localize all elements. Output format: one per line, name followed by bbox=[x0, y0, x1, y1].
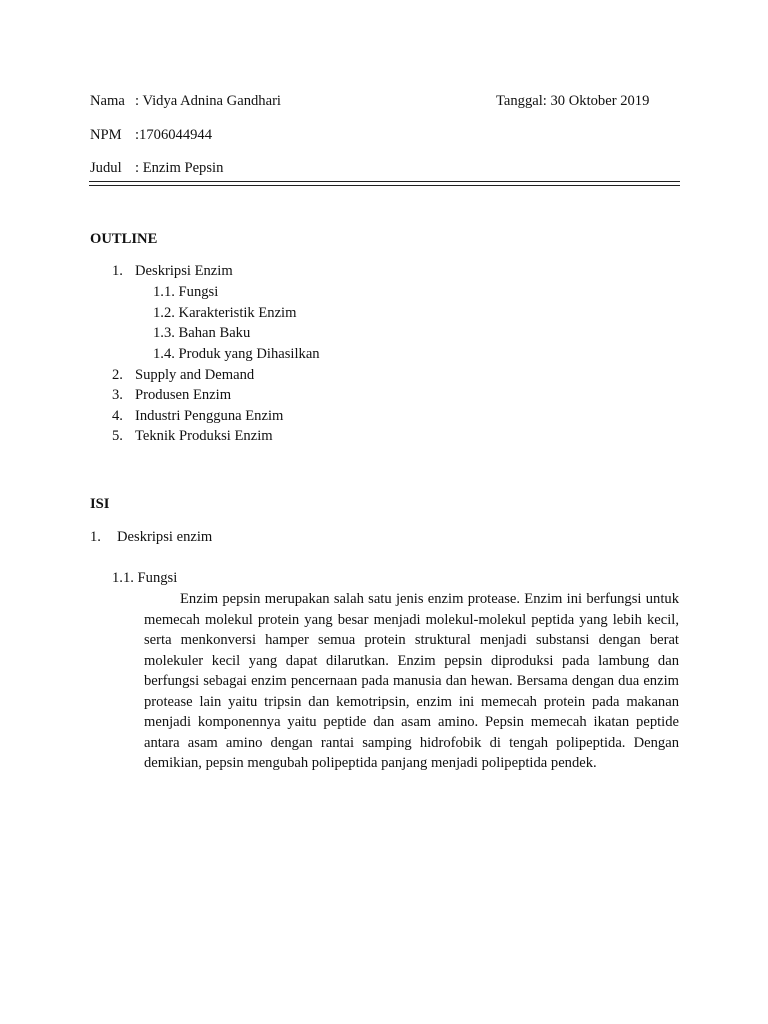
fungsi-paragraph: Enzim pepsin merupakan salah satu jenis enzim protease. Enzim ini berfungsi untuk memecah molekul protein yang besar menjadi molekul-molekul peptida yang lebih kecil, serta menkonversi hamper semua protein struktural menjadi substansi dengan berat molekuler kecil yang dapat dilarutkan. Enzim pepsin diproduksi pada lambung dan berfungsi sebagai enzim pencernaan pada manusia dan hewan. Bersama dengan dua enzim protease lain yaitu tripsin dan kemotripsin, enzim ini memecah protein pada makanan menjadi komponennya yaitu peptide dan asam amino. Pepsin memecah ikatan peptide antara asam amino dengan rantai samping hidrofobik di tengah polipeptida. Dengan demikian, pepsin mengubah polipeptida panjang menjadi polipeptida pendek. bbox=[144, 591, 679, 771]
outline-title: OUTLINE bbox=[90, 231, 158, 247]
outline-item-label: Industri Pengguna Enzim bbox=[135, 408, 284, 424]
npm-value: :1706044944 bbox=[135, 127, 213, 143]
tanggal-text: Tanggal: 30 Oktober 2019 bbox=[496, 93, 650, 109]
header-rule-bottom bbox=[89, 185, 680, 186]
isi-title: ISI bbox=[90, 496, 110, 512]
outline-item-label: Produsen Enzim bbox=[135, 387, 232, 403]
judul-value: : Enzim Pepsin bbox=[135, 160, 224, 176]
outline-item-label: Supply and Demand bbox=[135, 367, 255, 383]
nama-label: Nama bbox=[90, 93, 125, 109]
outline-subitem-label: 1.1. Fungsi bbox=[153, 284, 219, 300]
outline-item-label: Teknik Produksi Enzim bbox=[135, 428, 273, 444]
outline-subitem-label: 1.2. Karakteristik Enzim bbox=[153, 305, 297, 321]
outline-subitem-label: 1.3. Bahan Baku bbox=[153, 325, 251, 341]
outline-item-num: 3. bbox=[112, 387, 123, 403]
subsection-heading: 1.1. Fungsi bbox=[112, 570, 178, 586]
section-num: 1. bbox=[90, 529, 101, 545]
outline-item-num: 2. bbox=[112, 367, 123, 383]
outline-item-num: 5. bbox=[112, 428, 123, 444]
outline-item-label: Deskripsi Enzim bbox=[135, 263, 233, 279]
nama-value: : Vidya Adnina Gandhari bbox=[135, 93, 281, 109]
npm-label: NPM bbox=[90, 127, 122, 143]
outline-item-num: 1. bbox=[112, 263, 123, 279]
header-rule-top bbox=[89, 181, 680, 182]
judul-label: Judul bbox=[90, 160, 122, 176]
section-heading: Deskripsi enzim bbox=[117, 529, 213, 545]
outline-item-num: 4. bbox=[112, 408, 123, 424]
outline-subitem-label: 1.4. Produk yang Dihasilkan bbox=[153, 346, 320, 362]
